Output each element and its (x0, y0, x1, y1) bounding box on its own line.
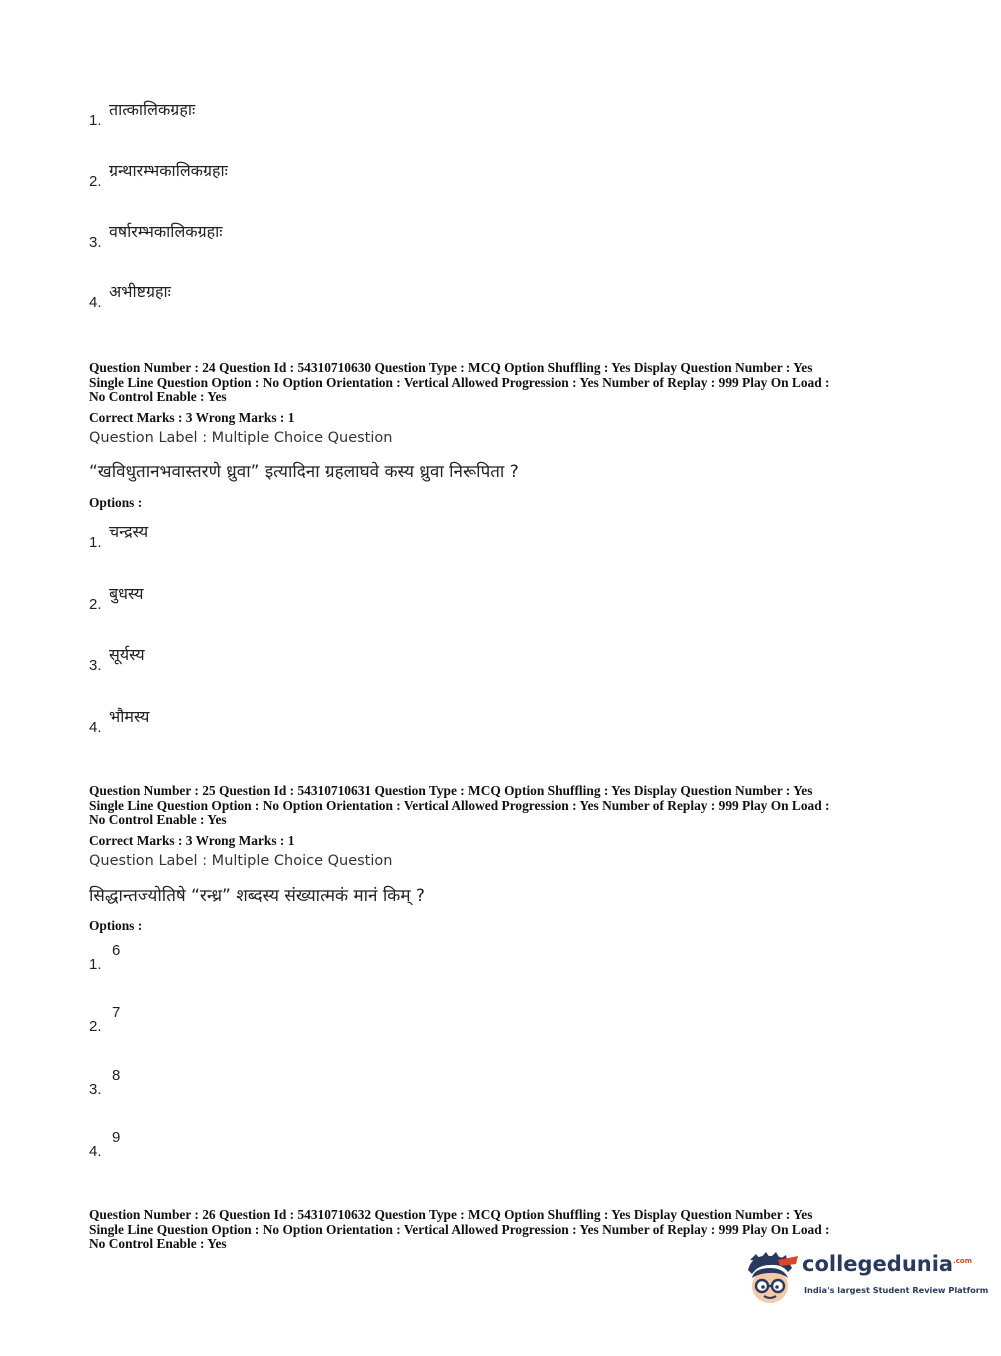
meta-line: No Control Enable : Yes (89, 1236, 227, 1251)
question-24-label: Question Label : Multiple Choice Question (89, 430, 393, 446)
option-text: सूर्यस्य (109, 645, 145, 664)
option-text: 6 (112, 942, 121, 959)
brand-suffix: .com (953, 1257, 973, 1265)
meta-line: No Control Enable : Yes (89, 389, 227, 404)
option-text: ग्रन्थारम्भकालिकग्रहाः (109, 161, 228, 180)
option-text: भौमस्य (109, 707, 150, 726)
question-24-text: “खविधुतानभवास्तरणे ध्रुवा” इत्यादिना ग्रहलाघवे कस्य ध्रुवा निरूपिता ? (89, 462, 519, 482)
meta-line: Question Number : 25 Question Id : 54310710631 Question Type : MCQ Option Shuffling : Yes Display Question Number : Yes (89, 783, 813, 798)
option-number: 2. (89, 1018, 102, 1035)
meta-line: Question Number : 26 Question Id : 54310710632 Question Type : MCQ Option Shuffling : Yes Display Question Number : Yes (89, 1207, 813, 1222)
brand-text: collegedunia (802, 1252, 954, 1276)
question-26-meta (89, 1208, 919, 1252)
question-25-marks: Correct Marks : 3 Wrong Marks : 1 (89, 833, 295, 848)
question-25-label: Question Label : Multiple Choice Question (89, 853, 393, 869)
option-number: 4. (89, 719, 102, 736)
option-number: 3. (89, 657, 102, 674)
meta-line: Single Line Question Option : No Option Orientation : Vertical Allowed Progression : Yes Number of Replay : 999 Play On Load : (89, 1221, 830, 1237)
option-number: 3. (89, 234, 102, 251)
option-number: 1. (89, 534, 102, 551)
question-24-options-heading: Options : (89, 495, 143, 510)
option-number: 3. (89, 1081, 102, 1098)
option-text: 8 (112, 1067, 121, 1084)
meta-line: Single Line Question Option : No Option Orientation : Vertical Allowed Progression : Yes Number of Replay : 999 Play On Load : (89, 797, 830, 813)
mascot-icon (742, 1250, 800, 1308)
question-24-meta (89, 361, 919, 405)
brand-name (802, 1252, 972, 1276)
brand-tagline: India's largest Student Review Platform (804, 1285, 989, 1295)
option-number: 1. (89, 956, 102, 973)
option-number: 4. (89, 294, 102, 311)
question-24-marks: Correct Marks : 3 Wrong Marks : 1 (89, 410, 295, 425)
meta-line: Single Line Question Option : No Option Orientation : Vertical Allowed Progression : Yes Number of Replay : 999 Play On Load : (89, 374, 830, 390)
option-text: तात्कालिकग्रहाः (109, 100, 196, 119)
question-25-options-heading: Options : (89, 918, 143, 933)
option-text: बुधस्य (109, 584, 144, 603)
option-number: 2. (89, 596, 102, 613)
question-25-meta (89, 784, 919, 828)
option-text: 9 (112, 1129, 121, 1146)
collegedunia-watermark (742, 1250, 989, 1312)
option-text: चन्द्रस्य (109, 522, 149, 541)
option-number: 1. (89, 112, 102, 129)
meta-line: No Control Enable : Yes (89, 812, 227, 827)
option-text: अभीष्टग्रहाः (109, 282, 171, 301)
option-number: 4. (89, 1143, 102, 1160)
option-text: वर्षारम्भकालिकग्रहाः (109, 222, 223, 241)
question-25-text: सिद्धान्तज्योतिषे “रन्ध्र” शब्दस्य संख्यात्मकं मानं किम् ? (89, 886, 425, 906)
meta-line: Question Number : 24 Question Id : 54310710630 Question Type : MCQ Option Shuffling : Yes Display Question Number : Yes (89, 360, 813, 375)
option-text: 7 (112, 1004, 121, 1021)
option-number: 2. (89, 173, 102, 190)
